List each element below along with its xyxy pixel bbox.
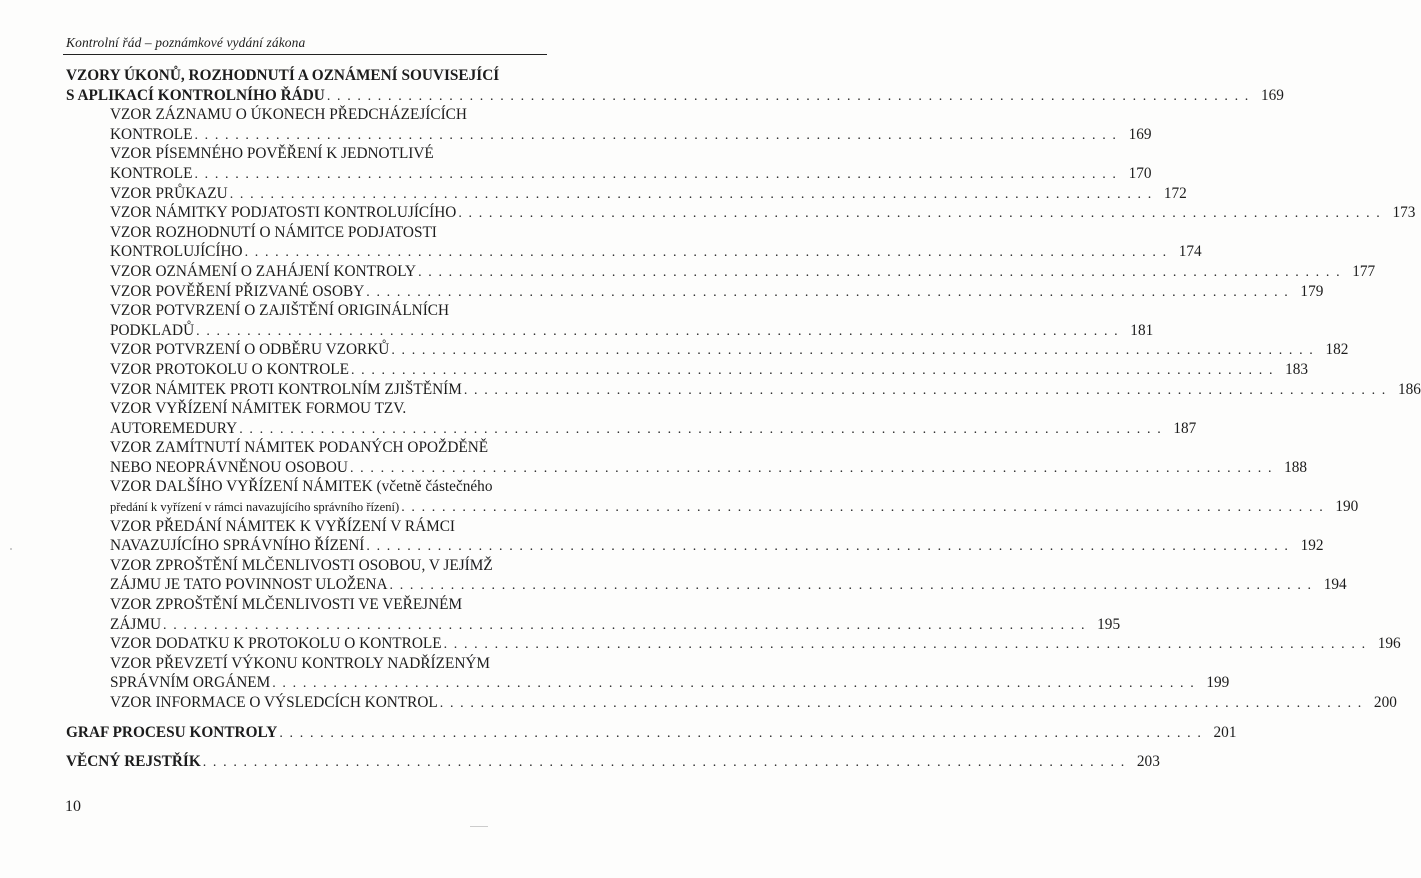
- toc-entry-text: VZOR ZPROŠTĚNÍ MLČENLIVOSTI VE VEŘEJNÉM: [110, 596, 463, 614]
- toc-entry-text: VZOR PŘEDÁNÍ NÁMITEK K VYŘÍZENÍ V RÁMCI: [110, 517, 456, 535]
- toc-entry-text: NAVAZUJÍCÍHO SPRÁVNÍHO ŘÍZENÍ: [110, 537, 365, 555]
- toc-entry-text: PODKLADŮ: [110, 321, 195, 339]
- dot-leader: . . . . . . . . . . . . . . . . . . . . . . . . . . . . . . . . . . . . . . . . . . . . . . . . . . . . . . . . . . . . . . . . . . . . . . . . . . . . . . . . . . . . . . . . . . .: [194, 127, 1118, 143]
- toc-entry-text: VZOR ZAMÍTNUTÍ NÁMITEK PODANÝCH OPOŽDĚNĚ: [110, 439, 489, 457]
- dot-leader: . . . . . . . . . . . . . . . . . . . . . . . . . . . . . . . . . . . . . . . . . . . . . . . . . . . . . . . . . . . . . . . . . . . . . . . . . . . . . . . . . . . . . . . . . . .: [196, 323, 1120, 339]
- toc-entry-text: KONTROLE: [110, 164, 193, 182]
- toc-entry-line: [66, 301, 545, 321]
- toc-entry-line: [66, 419, 1197, 439]
- toc-entry-line: [66, 536, 1324, 556]
- toc-page-number: 177: [1352, 262, 1376, 280]
- toc-entry-text: VZOR OZNÁMENÍ O ZAHÁJENÍ KONTROLY: [110, 262, 417, 280]
- dot-leader: . . . . . . . . . . . . . . . . . . . . . . . . . . . . . . . . . . . . . . . . . . . . . . . . . . . . . . . . . . . . . . . . . . . . . . . . . . . . . . . . . . . . . . . . . . .: [443, 637, 1367, 653]
- toc-page-number: 200: [1373, 694, 1397, 711]
- toc-entry-text: VZOR VYŘÍZENÍ NÁMITEK FORMOU TZV.: [110, 400, 407, 418]
- dot-leader: . . . . . . . . . . . . . . . . . . . . . . . . . . . . . . . . . . . . . . . . . . . . . . . . . . . . . . . . . . . . . . . . . . . . . . . . . . . . . . . . . . . . . . . . . . .: [279, 725, 1203, 741]
- toc-entry-line: [66, 203, 1416, 223]
- toc-page-number: 188: [1284, 458, 1308, 476]
- toc-entry-text: VZOR ZPROŠTĚNÍ MLČENLIVOSTI OSOBOU, V JEJÍMŽ: [110, 556, 493, 574]
- toc-entry-text: AUTOREMEDURY: [110, 419, 238, 437]
- toc-entry-line: [66, 497, 1359, 517]
- toc-entry-text: KONTROLUJÍCÍHO: [110, 243, 243, 261]
- table-of-contents: [66, 66, 1421, 772]
- toc-entry-text: VZOR ROZHODNUTÍ O NÁMITCE PODJATOSTI: [110, 223, 437, 241]
- toc-page-number: 183: [1285, 360, 1309, 378]
- toc-heading-text: GRAF PROCESU KONTROLY: [66, 723, 278, 741]
- dot-leader: . . . . . . . . . . . . . . . . . . . . . . . . . . . . . . . . . . . . . . . . . . . . . . . . . . . . . . . . . . . . . . . . . . . . . . . . . . . . . . . . . . . . . . . . . . .: [239, 421, 1163, 437]
- dot-leader: . . . . . . . . . . . . . . . . . . . . . . . . . . . . . . . . . . . . . . . . . . . . . . . . . . . . . . . . . . . . . . . . . . . . . . . . . . . . . . . . . . . . . . . . . . .: [366, 284, 1290, 300]
- toc-page-number: 186: [1397, 380, 1421, 398]
- dot-leader: . . . . . . . . . . . . . . . . . . . . . . . . . . . . . . . . . . . . . . . . . . . . . . . . . . . . . . . . . . . . . . . . . . . . . . . . . . . . . . . . . . . . . . . . . . .: [272, 676, 1196, 692]
- dot-leader: . . . . . . . . . . . . . . . . . . . . . . . . . . . . . . . . . . . . . . . . . . . . . . . . . . . . . . . . . . . . . . . . . . . . . . . . . . . . . . . . . . . . . . . . . . .: [391, 343, 1315, 359]
- toc-entry-line: [66, 438, 545, 458]
- toc-entry-text: VZOR PŘEVZETÍ VÝKONU KONTROLY NADŘÍZENÝM: [110, 654, 491, 672]
- toc-graph-heading: [66, 723, 1237, 743]
- dot-leader: . . . . . . . . . . . . . . . . . . . . . . . . . . . . . . . . . . . . . . . . . . . . . . . . . . . . . . . . . . . . . . . . . . . . . . . . . . . . . . . . . . . . . . . . . . .: [401, 500, 1325, 516]
- toc-page-number: 179: [1300, 282, 1324, 300]
- toc-page-number: 181: [1130, 321, 1154, 339]
- dot-leader: . . . . . . . . . . . . . . . . . . . . . . . . . . . . . . . . . . . . . . . . . . . . . . . . . . . . . . . . . . . . . . . . . . . . . . . . . . . . . . . . . . . . . . . . . . .: [418, 264, 1342, 280]
- toc-entry-line: [66, 321, 1154, 341]
- toc-entry-text: VZOR NÁMITKY PODJATOSTI KONTROLUJÍCÍHO: [110, 204, 457, 222]
- toc-entry-text: předání k vyřízení v rámci navazujícího správního řízení): [110, 500, 400, 515]
- toc-page-number: 195: [1097, 615, 1121, 633]
- toc-entry-line: [66, 556, 545, 576]
- toc-entry-text: SPRÁVNÍM ORGÁNEM: [110, 674, 271, 692]
- toc-page-number: 174: [1178, 243, 1202, 261]
- toc-entry-line: [66, 673, 1230, 693]
- toc-entry-line: [66, 125, 1152, 145]
- toc-page-number: 172: [1163, 184, 1187, 202]
- toc-page-number: 169: [1260, 86, 1284, 104]
- toc-major-heading-text: VZORY ÚKONŮ, ROZHODNUTÍ A OZNÁMENÍ SOUVISEJÍCÍ: [66, 67, 500, 84]
- toc-page-number: 187: [1173, 419, 1197, 437]
- toc-page-number: 182: [1325, 341, 1349, 359]
- toc-entry-line: [66, 223, 545, 243]
- toc-entry-line: [66, 575, 1347, 595]
- toc-page-number: 199: [1206, 674, 1230, 692]
- toc-entry-line: [66, 242, 1202, 262]
- toc-entry-text: VZOR PÍSEMNÉHO POVĚŘENÍ K JEDNOTLIVÉ: [110, 145, 434, 163]
- toc-entry-line: [66, 654, 545, 674]
- dot-leader: . . . . . . . . . . . . . . . . . . . . . . . . . . . . . . . . . . . . . . . . . . . . . . . . . . . . . . . . . . . . . . . . . . . . . . . . . . . . . . . . . . . . . . . . . . .: [244, 245, 1168, 261]
- toc-heading-text: VĚCNÝ REJSTŘÍK: [66, 753, 201, 771]
- toc-entry-line: [66, 615, 1121, 635]
- scan-speck: [10, 548, 12, 550]
- toc-page-number: 201: [1213, 723, 1237, 741]
- toc-page-number: 203: [1136, 753, 1160, 771]
- dot-leader: . . . . . . . . . . . . . . . . . . . . . . . . . . . . . . . . . . . . . . . . . . . . . . . . . . . . . . . . . . . . . . . . . . . . . . . . . . . . . . . . . . . . . . . . . . .: [163, 617, 1087, 633]
- toc-entry-text: ZÁJMU JE TATO POVINNOST ULOŽENA: [110, 576, 388, 594]
- dot-leader: . . . . . . . . . . . . . . . . . . . . . . . . . . . . . . . . . . . . . . . . . . . . . . . . . . . . . . . . . . . . . . . . . . . . . . . . . . . . . . . . . . . . . . . . . . .: [229, 186, 1153, 202]
- toc-major-heading-text: S APLIKACÍ KONTROLNÍHO ŘÁDU: [66, 86, 325, 104]
- header-rule: [63, 54, 547, 55]
- toc-entry-line: [66, 517, 545, 537]
- dot-leader: . . . . . . . . . . . . . . . . . . . . . . . . . . . . . . . . . . . . . . . . . . . . . . . . . . . . . . . . . . . . . . . . . . . . . . . . . . . . . . . . . . . . . . . . . . .: [194, 166, 1118, 182]
- toc-entry-line: [66, 105, 545, 125]
- toc-entry-line: [66, 595, 545, 615]
- page-number: 10: [65, 798, 81, 815]
- toc-entry-text: VZOR NÁMITEK PROTI KONTROLNÍM ZJIŠTĚNÍM: [110, 380, 462, 398]
- dot-leader: . . . . . . . . . . . . . . . . . . . . . . . . . . . . . . . . . . . . . . . . . . . . . . . . . . . . . . . . . . . . . . . . . . . . . . . . . . . . . . . . . . . . . . . . . . .: [349, 460, 1274, 476]
- dot-leader: . . . . . . . . . . . . . . . . . . . . . . . . . . . . . . . . . . . . . . . . . . . . . . . . . . . . . . . . . . . . . . . . . . . . . . . . . . . . . . . . . . . . . . . . . . .: [389, 578, 1313, 594]
- toc-entry-text: VZOR DALŠÍHO VYŘÍZENÍ NÁMITEK (včetně částečného: [110, 478, 493, 496]
- toc-page-number: 173: [1392, 204, 1416, 222]
- dot-leader: . . . . . . . . . . . . . . . . . . . . . . . . . . . . . . . . . . . . . . . . . . . . . . . . . . . . . . . . . . . . . . . . . . . . . . . . . . . . . . . . . . . . . . . . . . .: [350, 362, 1275, 378]
- toc-entry-line: [66, 282, 1324, 302]
- toc-entry-text: ZÁJMU: [110, 615, 161, 633]
- toc-index-heading: [66, 752, 1160, 772]
- toc-entry-text: VZOR POTVRZENÍ O ZAJIŠTĚNÍ ORIGINÁLNÍCH: [110, 302, 450, 320]
- toc-page-number: 196: [1377, 635, 1401, 653]
- running-header: Kontrolní řád – poznámkové vydání zákona: [66, 35, 306, 50]
- toc-entry-text: VZOR POVĚŘENÍ PŘIZVANÉ OSOBY: [110, 282, 365, 300]
- dot-leader: . . . . . . . . . . . . . . . . . . . . . . . . . . . . . . . . . . . . . . . . . . . . . . . . . . . . . . . . . . . . . . . . . . . . . . . . . . . . . . . . . . . . . . . . . . .: [458, 206, 1382, 222]
- toc-entry-text: VZOR ZÁZNAMU O ÚKONECH PŘEDCHÁZEJÍCÍCH: [110, 106, 467, 124]
- toc-entry-line: [66, 164, 1152, 184]
- toc-entry-text: VZOR POTVRZENÍ O ODBĚRU VZORKŮ: [110, 341, 390, 359]
- toc-page-number: 190: [1335, 498, 1359, 516]
- toc-entry-text: VZOR PRŮKAZU: [110, 184, 228, 202]
- toc-entry-line: [66, 477, 545, 497]
- toc-entry-text: KONTROLE: [110, 125, 193, 143]
- toc-entry-line: [66, 184, 1187, 204]
- toc-page-number: 169: [1128, 125, 1152, 143]
- scan-smudge: [470, 826, 488, 827]
- toc-major-heading-line1: [66, 66, 545, 86]
- toc-page-number: 194: [1323, 576, 1347, 594]
- toc-entry-text: VZOR PROTOKOLU O KONTROLE: [110, 360, 349, 378]
- toc-entry-line: [66, 360, 1309, 380]
- dot-leader: . . . . . . . . . . . . . . . . . . . . . . . . . . . . . . . . . . . . . . . . . . . . . . . . . . . . . . . . . . . . . . . . . . . . . . . . . . . . . . . . . . . . . . . . . . .: [202, 755, 1126, 771]
- toc-entry-line: [66, 458, 1308, 478]
- toc-entry-line: [66, 262, 1376, 282]
- toc-entry-line: [66, 634, 1401, 654]
- toc-entry-line: [66, 144, 545, 164]
- dot-leader: . . . . . . . . . . . . . . . . . . . . . . . . . . . . . . . . . . . . . . . . . . . . . . . . . . . . . . . . . . . . . . . . . . . . . . . . . . . . . . . . . . . . . . . . . . .: [326, 88, 1250, 104]
- toc-entry-text: NEBO NEOPRÁVNĚNOU OSOBOU: [110, 458, 348, 476]
- dot-leader: . . . . . . . . . . . . . . . . . . . . . . . . . . . . . . . . . . . . . . . . . . . . . . . . . . . . . . . . . . . . . . . . . . . . . . . . . . . . . . . . . . . . . . . . . . .: [366, 539, 1290, 555]
- dot-leader: . . . . . . . . . . . . . . . . . . . . . . . . . . . . . . . . . . . . . . . . . . . . . . . . . . . . . . . . . . . . . . . . . . . . . . . . . . . . . . . . . . . . . . . . . . .: [439, 696, 1363, 711]
- toc-entry-line: [66, 380, 1421, 400]
- toc-major-heading-line2: [66, 86, 1284, 106]
- toc-page-number: 192: [1300, 537, 1324, 555]
- toc-entry-line: [66, 340, 1349, 360]
- toc-entries: [66, 105, 1421, 712]
- toc-entry-text: VZOR DODATKU K PROTOKOLU O KONTROLE: [110, 635, 442, 653]
- toc-entry-line: [66, 399, 545, 419]
- toc-page-number: 170: [1128, 164, 1152, 182]
- toc-entry-text: VZOR INFORMACE O VÝSLEDCÍCH KONTROL: [110, 694, 438, 711]
- toc-entry-line: [66, 693, 1397, 713]
- dot-leader: . . . . . . . . . . . . . . . . . . . . . . . . . . . . . . . . . . . . . . . . . . . . . . . . . . . . . . . . . . . . . . . . . . . . . . . . . . . . . . . . . . . . . . . . . . .: [463, 382, 1387, 398]
